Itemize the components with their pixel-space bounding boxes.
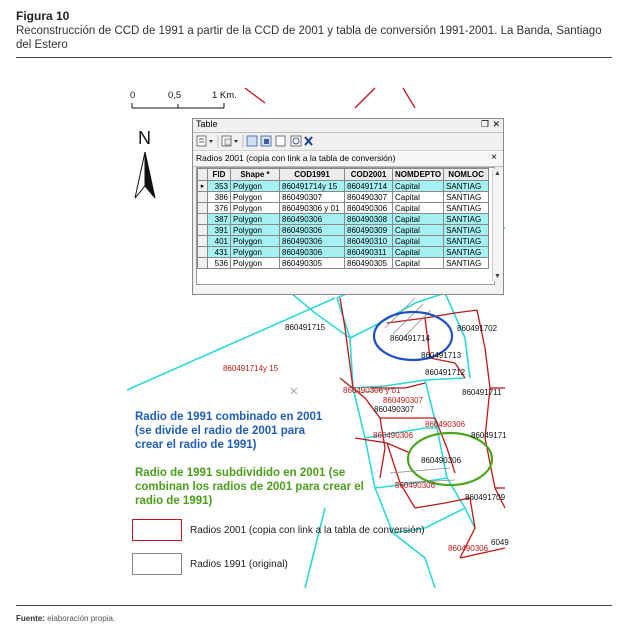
- attribute-table: [197, 168, 489, 269]
- row-selector[interactable]: [198, 247, 208, 258]
- col-header-selector[interactable]: [198, 169, 208, 181]
- cell-cod1991[interactable]: 860490307: [280, 192, 345, 203]
- map-label: 860490306: [425, 420, 466, 429]
- north-label: N: [138, 128, 151, 148]
- cell-nomdepto[interactable]: Capital: [393, 214, 444, 225]
- map-label: 860491714y 15: [223, 364, 279, 373]
- scale-bar: [130, 90, 240, 116]
- annotation-subdivided: Radio de 1991 subdividido en 2001 (se combinan los radios de 2001 para crear el radio de 1991): [135, 467, 364, 507]
- cell-cod1991[interactable]: 860491714y 15: [280, 181, 345, 192]
- cell-nomloc[interactable]: SANTIAG: [444, 181, 489, 192]
- map-label: 860490307: [383, 396, 424, 405]
- scroll-up-icon[interactable]: ▲: [494, 170, 501, 177]
- table-row[interactable]: [198, 214, 489, 225]
- table-options-icon: [197, 136, 206, 146]
- scale-tick-1km: 1 Km.: [212, 90, 237, 101]
- cell-nomloc[interactable]: SANTIAG: [444, 214, 489, 225]
- close-icon[interactable]: ✕: [492, 119, 500, 129]
- cell-fid[interactable]: 401: [208, 236, 231, 247]
- legend-item-2001: [132, 518, 425, 542]
- map-label: 860491711: [462, 388, 502, 397]
- cell-cod1991[interactable]: 860490306: [280, 236, 345, 247]
- cell-fid[interactable]: 386: [208, 192, 231, 203]
- scale-tick-05: 0,5: [168, 90, 182, 101]
- table-subtitle: Radios 2001 (copia con link a la tabla de conversión): [196, 153, 396, 163]
- table-toolbar: [193, 133, 503, 151]
- table-row[interactable]: [198, 203, 489, 214]
- legend-swatch-grey: [132, 553, 182, 575]
- table-row[interactable]: [198, 236, 489, 247]
- cell-nomloc[interactable]: SANTIAG: [444, 203, 489, 214]
- legend-swatch-red: [132, 519, 182, 541]
- figure-source: [16, 614, 115, 623]
- cell-fid[interactable]: 536: [208, 258, 231, 269]
- dropdown-arrow-icon: [209, 140, 213, 143]
- map-panel: [125, 88, 509, 588]
- map-label: 860491713: [421, 351, 462, 360]
- map-label: 86049171: [471, 431, 507, 440]
- source-text: elaboración propia.: [47, 614, 116, 623]
- col-header-shape[interactable]: Shape *: [231, 169, 280, 181]
- cell-nomloc[interactable]: SANTIAG: [444, 225, 489, 236]
- legend-label-2001: Radios 2001 (copia con link a la tabla de conversión): [190, 524, 425, 536]
- attribute-table-window[interactable]: [192, 118, 504, 295]
- bottom-rule: [16, 605, 612, 606]
- cell-fid[interactable]: 391: [208, 225, 231, 236]
- horizontal-scrollbar[interactable]: [196, 285, 495, 292]
- row-selector[interactable]: [198, 225, 208, 236]
- switch-selection-icon: [261, 136, 271, 146]
- table-grid[interactable]: [196, 167, 495, 285]
- cell-shape[interactable]: Polygon: [231, 258, 280, 269]
- toolbar-icons: [196, 133, 366, 150]
- north-arrow: [130, 128, 170, 200]
- cell-shape[interactable]: Polygon: [231, 203, 280, 214]
- map-label: 860491702: [457, 324, 498, 333]
- table-row[interactable]: [198, 258, 489, 269]
- table-row[interactable]: [198, 192, 489, 203]
- col-header-cod1991[interactable]: COD1991: [280, 169, 345, 181]
- cell-fid[interactable]: 353: [208, 181, 231, 192]
- cell-cod2001[interactable]: 860490311: [345, 247, 393, 258]
- scale-bar-line: [130, 90, 240, 116]
- cell-nomdepto[interactable]: Capital: [393, 192, 444, 203]
- cell-fid[interactable]: 431: [208, 247, 231, 258]
- cell-cod2001[interactable]: 860491714: [345, 181, 393, 192]
- cell-shape[interactable]: Polygon: [231, 225, 280, 236]
- row-selector[interactable]: [198, 214, 208, 225]
- map-label: 860490306 y 01: [343, 386, 401, 395]
- map-label: 6049: [491, 538, 509, 547]
- legend-item-1991: [132, 552, 288, 576]
- table-window-title: Table: [196, 119, 218, 129]
- cell-fid[interactable]: 387: [208, 214, 231, 225]
- table-header-row: [198, 169, 489, 181]
- cell-nomloc[interactable]: SANTIAG: [444, 192, 489, 203]
- cell-cod1991[interactable]: 860490306: [280, 225, 345, 236]
- north-arrow-icon: [130, 128, 170, 200]
- cell-cod1991[interactable]: 860490306: [280, 247, 345, 258]
- cell-nomloc[interactable]: SANTIAG: [444, 258, 489, 269]
- annotation-combined: Radio de 1991 combinado en 2001 (se divide el radio de 2001 para crear el radio de 1991): [135, 411, 323, 451]
- figure-label: Figura 10: [16, 9, 70, 23]
- table-row[interactable]: [198, 247, 489, 258]
- select-by-attributes-icon: [247, 136, 257, 146]
- cell-cod2001[interactable]: 860490307: [345, 192, 393, 203]
- figure-caption: Reconstrucción de CCD de 1991 a partir de la CCD de 2001 y tabla de conversión 1991-2001. La Banda, Santiago del Estero: [16, 25, 602, 51]
- cell-cod2001[interactable]: 860490305: [345, 258, 393, 269]
- cell-cod2001[interactable]: 860490308: [345, 214, 393, 225]
- clear-selection-icon: [276, 136, 285, 146]
- col-header-fid[interactable]: FID: [208, 169, 231, 181]
- map-label: 860491714: [390, 334, 431, 343]
- cell-shape[interactable]: Polygon: [231, 247, 280, 258]
- row-selector[interactable]: [198, 236, 208, 247]
- map-label: 860491712: [425, 368, 466, 377]
- cell-cod2001[interactable]: 860490309: [345, 225, 393, 236]
- scroll-down-icon[interactable]: ▼: [494, 273, 501, 280]
- row-selector[interactable]: [198, 203, 208, 214]
- table-row[interactable]: [198, 181, 489, 192]
- col-header-cod2001[interactable]: COD2001: [345, 169, 393, 181]
- cell-nomdepto[interactable]: Capital: [393, 203, 444, 214]
- center-marker: [291, 388, 297, 394]
- col-header-nomloc[interactable]: NOMLOC: [444, 169, 489, 181]
- zoom-to-selected-icon: [291, 136, 301, 146]
- map-label: 860490306: [421, 456, 462, 465]
- cell-cod1991[interactable]: 860490306 y 01: [280, 203, 345, 214]
- map-label: 860490306: [448, 544, 489, 553]
- subtitle-close-icon[interactable]: ×: [491, 152, 497, 163]
- cell-shape[interactable]: Polygon: [231, 236, 280, 247]
- legend-label-1991: Radios 1991 (original): [190, 558, 288, 570]
- table-window-titlebar[interactable]: [193, 119, 503, 133]
- cell-nomdepto[interactable]: Capital: [393, 247, 444, 258]
- cell-shape[interactable]: Polygon: [231, 181, 280, 192]
- map-label: 860491715: [285, 323, 326, 332]
- row-selector[interactable]: [198, 192, 208, 203]
- cell-nomdepto[interactable]: Capital: [393, 181, 444, 192]
- source-label: Fuente:: [16, 614, 45, 623]
- delete-icon: [305, 137, 312, 145]
- cell-cod1991[interactable]: 860490305: [280, 258, 345, 269]
- scale-tick-0: 0: [130, 90, 136, 101]
- map-label: 860491709: [465, 493, 506, 502]
- dropdown-arrow-icon: [234, 140, 238, 143]
- cell-nomloc[interactable]: SANTIAG: [444, 247, 489, 258]
- related-tables-icon: [222, 136, 231, 146]
- table-row[interactable]: [198, 225, 489, 236]
- row-selector[interactable]: ▸: [198, 181, 208, 192]
- cell-shape[interactable]: Polygon: [231, 214, 280, 225]
- restore-icon[interactable]: ❐: [480, 119, 489, 129]
- map-label: 860490306: [395, 481, 436, 490]
- cell-shape[interactable]: Polygon: [231, 192, 280, 203]
- row-selector[interactable]: [198, 258, 208, 269]
- cell-nomdepto[interactable]: Capital: [393, 258, 444, 269]
- cell-cod2001[interactable]: 860490310: [345, 236, 393, 247]
- cell-nomloc[interactable]: SANTIAG: [444, 236, 489, 247]
- top-rule: [16, 57, 612, 58]
- vertical-scrollbar[interactable]: [492, 169, 503, 281]
- cell-nomdepto[interactable]: Capital: [393, 225, 444, 236]
- col-header-nomdepto[interactable]: NOMDEPTO: [393, 169, 444, 181]
- map-label: 860490307: [374, 405, 415, 414]
- map-label: 860490306: [373, 431, 414, 440]
- cell-cod1991[interactable]: 860490306: [280, 214, 345, 225]
- cell-nomdepto[interactable]: Capital: [393, 236, 444, 247]
- cell-cod2001[interactable]: 860490306: [345, 203, 393, 214]
- table-subtitle-bar: [193, 151, 503, 167]
- cell-fid[interactable]: 376: [208, 203, 231, 214]
